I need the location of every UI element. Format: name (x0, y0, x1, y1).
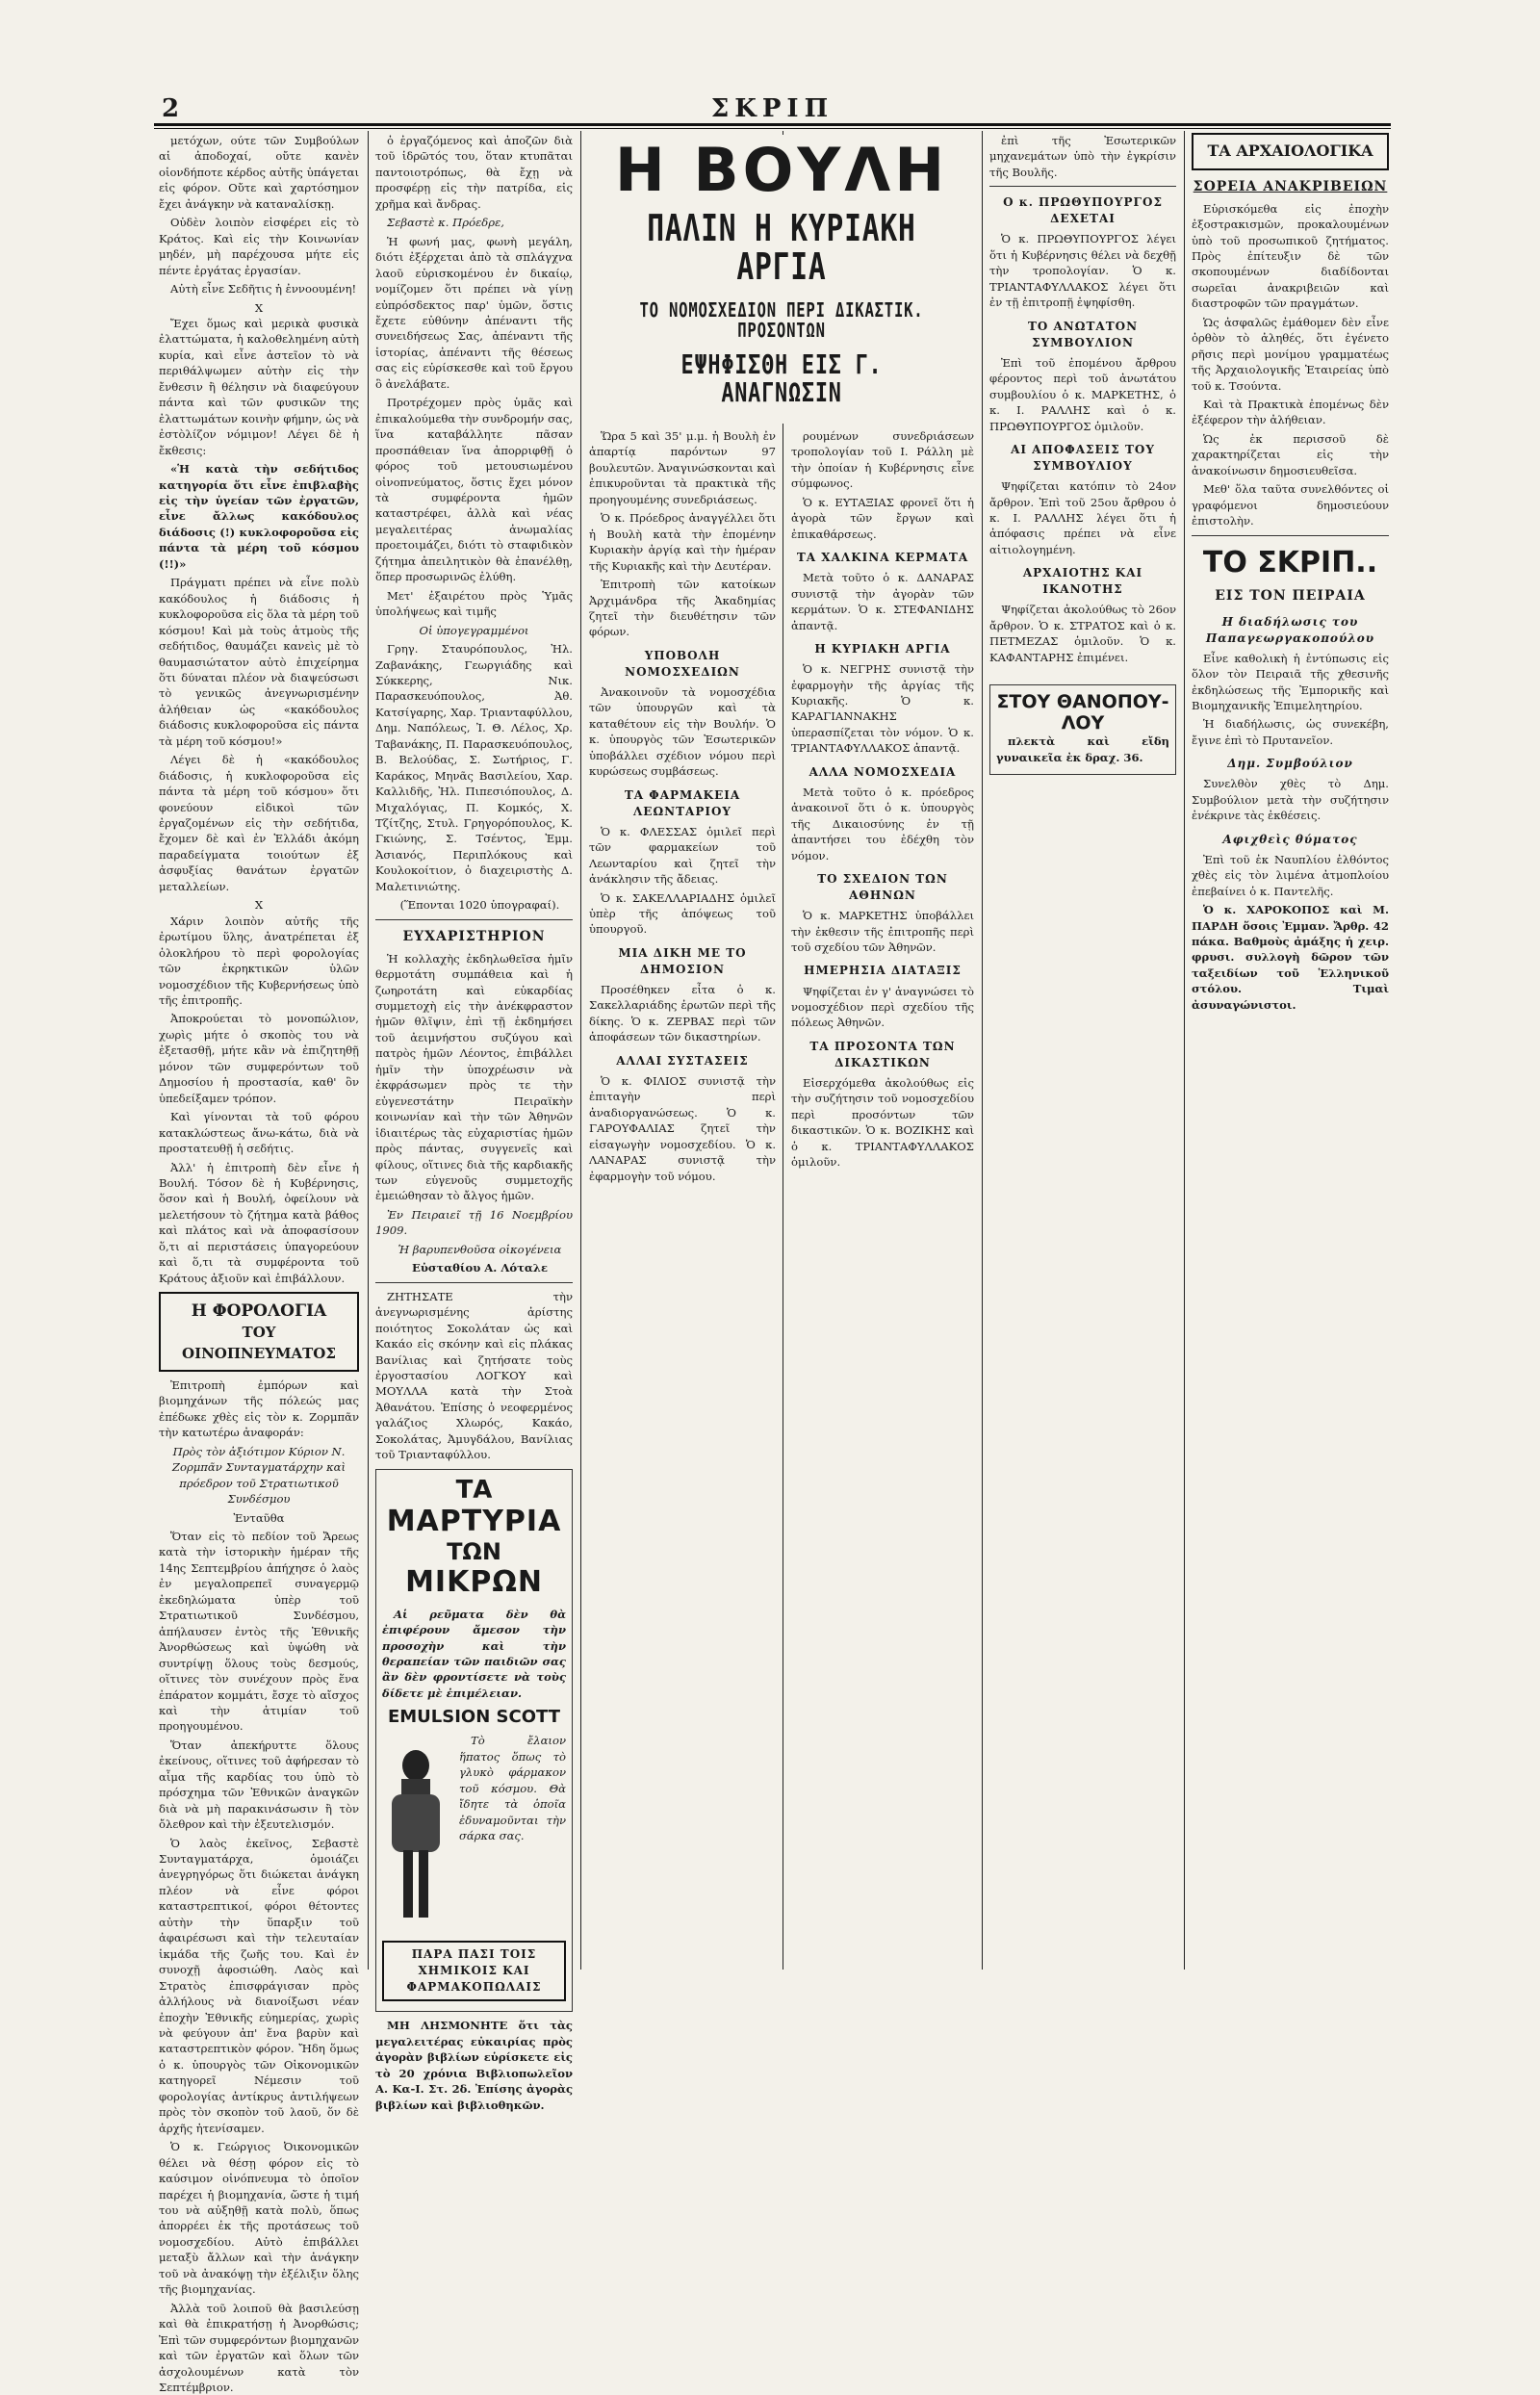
paragraph: Ἀποκρούεται τὸ μονοπώλιον, χωρὶς μήτε ὁ σκοπὸς του νὰ ἐξετασθῇ, μήτε κἂν νὰ ἐπιζητηθῇ μόνον τῶν συμφερόντων τοῦ Δημοσίου ἡ προστασία, καθ' ὃν ὑπεδείξαμεν τρόπον. (159, 1012, 359, 1105)
paragraph: Μεθ' ὅλα ταῦτα συνελθόντες οἱ γραφόμενοι δημοσιεύουν ἐπιστολὴν. (1192, 482, 1389, 528)
paragraph: Ἐνταῦθα (233, 1510, 285, 1525)
column-6 (1192, 133, 1389, 1967)
ad-text: πλεκτὰ καὶ εἴδη γυναικεῖα ἐκ δραχ. 36. (996, 734, 1169, 764)
column-divider (368, 131, 369, 1970)
divider (375, 919, 573, 920)
section-subheading: ΣΟΡΕΙΑ ΑΝΑΚΡΙΒΕΙΩΝ (1193, 178, 1388, 194)
headline-block (589, 135, 974, 424)
divider (1192, 535, 1389, 536)
divider (989, 186, 1176, 187)
header-rule-bottom (154, 128, 1391, 129)
paragraph: Ὁ κ. ΦΛΕΣΣΑΣ ὁμιλεῖ περὶ τῶν φαρμακείων τοῦ Λεωνταρίου καὶ ζητεῖ τὴν ἀνάκλησιν τῆς ἄδειας. (589, 824, 776, 887)
paragraph: Ἡ διαδήλωσις, ὡς συνεκέβη, ἔγινε ἐπὶ τὸ Πρυτανεῖον. (1192, 717, 1389, 747)
paragraph: Ἡ βαρυπενθοῦσα οἰκογένεια (398, 1242, 562, 1256)
section-heading: ΜΙΑ ΔΙΚΗ ΜΕ ΤΟ ΔΗΜΟΣΙΟΝ (618, 945, 747, 976)
paragraph: Ὁ κ. ΜΑΡΚΕΤΗΣ ὑποβάλλει τὴν ἐκθεσιν τῆς ἐπιτροπῆς περὶ τοῦ σχεδίου τῶν Ἀθηνῶν. (791, 909, 974, 955)
paragraph: Ὁ κ. ΦΙΛΙΟΣ συνιστᾷ τὴν ἐπιταγὴν περὶ ἀναδιοργανώσεως. Ὁ κ. ΓΑΡΟΥΦΑΛΙΑΣ ζητεῖ τὴν εἰσαγωγὴν νομοσχεδίου. Ὁ κ. ΛΑΝΑΡΑΣ συνιστᾷ τὴν ἐφαρμογὴν τοῦ νόμου. (589, 1073, 776, 1183)
column-divider (1184, 131, 1185, 1970)
section-heading: ΤΟ ΣΚΡΙΠ.. (1202, 545, 1378, 579)
section-subheading: Αφιχθεὶς θύματος (1222, 832, 1358, 846)
paragraph: Προσέθηκεν εἶτα ὁ κ. Σακελλαριάδης ἐρωτῶν περὶ τῆς δίκης. Ὁ κ. ΖΕΡΒΑΣ περὶ τῶν ἀποφάσεων τῶν δικαστηρίων. (589, 982, 776, 1044)
header-rule-top (154, 123, 1391, 126)
paragraph: Εἰσερχόμεθα ἀκολούθως εἰς τὴν συζήτησιν τοῦ νομοσχεδίου περὶ προσόντων τῶν δικαστικῶν. Ὁ κ. ΒΟΖΙΚΗΣ καὶ ὁ κ. ΤΡΙΑΝΤΑΦΥΛΛΑΚΟΣ ὁμιλοῦν. (791, 1075, 974, 1170)
fisherman-illustration (382, 1737, 449, 1929)
paragraph: Ἡ φωνή μας, φωνὴ μεγάλη, διότι ἐξέρχεται ἀπὸ τὰ σπλάγχνα λαοῦ εὑρισκομένου ἐν δικαίῳ, νομίζομεν ὅτι πρέπει νὰ γίνῃ εὐπρόσδεκτος παρ' ὑμῶν, ὅστις ἔχετε εὐθύνην ἀπέναντι τῆς συνειδήσεως Σας, ἀπέναντι τῆς ἱστορίας, ἀπέναντι τῆς θέσεως σας εἰς εὐρίσκεσθε καὶ τοῦ ἔργου ὃ ἀνελάβατε. (375, 234, 573, 391)
paragraph: (Ἕπονται 1020 ὑπογραφαί). (399, 898, 560, 913)
ad-title: ΣΤΟΥ ΘΑΝΟΠΟΥ- (996, 691, 1169, 713)
paragraph: Ἔχει ὅμως καὶ μερικὰ φυσικὰ ἐλαττώματα, ἡ καλοθελημένη αὐτὴ κυρία, καὶ εἶνε ἀστεῖον τὸ νὰ περιθάλψωμεν αὐτὴν εἰς τὴν ἔνθεσιν ἢ θέλησιν νὰ διαφεύγουν πάντα καὶ τῶν φυσικῶν της ἐλαττωμάτων κοινὴν φήμην, ὡς νὰ ἐστὸλίζον νόμιμον! Λέγει δὲ ἡ ἔκθεσις: (159, 316, 359, 457)
advertisement-text: ΖΗΤΗΣΑΤΕ τὴν ἀνεγνωρισμένης ἀρίστης ποιότητος Σοκολάταν ὡς καὶ Κακάο εἰς σκόνην καὶ εἰς πλάκας Βανίλιας καὶ ζητήσατε τοὺς ἐργοστασίου ΛΟΓΚΟΥ καὶ ΜΟΥΛΛΑ κατὰ τὴν Στοὰ Ἀθανάτου. Ἐπίσης ὁ νεοφερμένος γαλάζιος Χλωρός, Κακάο, Σοκολάτας, Ἀμυγδάλου, Βανίλιας τοῦ Τριανταφύλλου. (375, 1289, 573, 1462)
paragraph: Ὁ λαὸς ἐκεῖνος, Σεβαστὲ Συνταγματάρχα, ὁμοιάζει ἀνεγρηγόρως ὅτι διώκεται ἀνάγκη πλέον νὰ εἶνε φόροι καταστρεπτικοί, φόροι θέτοντες αὐτὴν τὴν ὕπαρξιν τοῦ ἀφαιρέσωσι καὶ τὴν τελευταίαν ἰκμάδα τῆς ζωῆς του. Καὶ ἐν συνοχῇ ἀφοσιώθη. Λαὸς καὶ Στρατὸς ἐπισφράγισαν πρὸς ἀλλήλους νὰ διανοίξωσι νέαν ἐποχὴν Ἐθνικῆς εὐημερίας, χωρὶς νὰ φεύγουν ἀπ' ἔνα βαρὺν καὶ καταστρεπτικὸν φόρον. Ἤδη ὅμως ὁ κ. ὑπουργὸς τῶν Οἰκονομικῶν κατηγορεῖ Νέμεσιν τοῦ φορολογίας ἀντίκρυς ἀντιλήψεων πρὸς τὸν σκοπὸν τοῦ λαοῦ, ὅν δὲ ἀρχῆς ἠτενίσαμεν. (159, 1836, 359, 2135)
section-heading: ΥΠΟΒΟΛΗ ΝΟΜΟΣΧΕΔΙΩΝ (625, 648, 740, 679)
paragraph: Μετ' ἐξαιρέτου πρὸς Ὑμᾶς ὑπολήψεως καὶ τιμῆς (375, 588, 573, 619)
paragraph: Οὐδὲν λοιπὸν εἰσφέρει εἰς τὸ Κράτος. Καὶ εἰς τὴν Κοινωνίαν μηδέν, μὴ παρέχουσα μήτε εἰς πέντε ἐργάτας ἐργασίαν. (159, 216, 359, 277)
column-divider (580, 131, 581, 1970)
paragraph: Ὡς ἐκ περισσοῦ δὲ χαρακτηρίζεται εἰς τὴν ἀνακοίνωσιν δημοσιευθεῖσα. (1192, 431, 1389, 477)
section-heading-box (159, 1292, 359, 1372)
column-2 (375, 133, 573, 2112)
column-3-body (589, 428, 776, 1969)
section-heading: ΤΟ ΑΝΩΤΑΤΟΝ ΣΥΜΒΟΥΛΙΟΝ (1027, 319, 1139, 349)
ad-title: ΤΩΝ (447, 1537, 501, 1565)
ad-title: ΤΑ (455, 1475, 493, 1505)
section-heading: ΤΑ ΑΡΧΑΙΟΛΟΓΙΚΑ (1207, 142, 1373, 160)
paragraph: Ὁ κ. ΕΥΤΑΞΙΑΣ φρονεῖ ὅτι ἡ ἀγορὰ τῶν ἔργων καὶ ἐπικαθάρσεως. (791, 495, 974, 541)
paragraph: Ὁ κ. ΣΑΚΕΛΛΑΡΙΑΔΗΣ ὁμιλεῖ ὑπὲρ τῆς ἀπόψεως τοῦ ὑπουργοῦ. (589, 890, 776, 937)
paragraph: Ὁ κ. ΧΑΡΟΚΟΠΟΣ καὶ Μ. ΠΑΡΔΗ ὅσοις Ἐμμαν. Ἄρθρ. 42 πάκα. Βαθμοὺς ἀμάξης ἡ χειρ. φρυσι. συλλογὴ δῶρον τῶν ταξειδίων τοῦ Ἑλληνικοῦ στόλου. Τιμαὶ ἀσυναγώνιστοι. (1192, 903, 1389, 1012)
headline-sub: ΤΟ ΝΟΜΟΣΧΕΔΙΟΝ ΠΕΡΙ ΔΙΚΑΣΤΙΚ. ΠΡΟΣΟΝΤΩΝ (639, 297, 924, 342)
ad-title: ΛΟΥ (1061, 712, 1105, 734)
paragraph: ρουμένων συνεδριάσεων τροπολογίαν τοῦ Ι. Ράλλη μὲ τὴν ὁποίαν ἡ Κυβέρνησις εἶνε σύμφωνος. (791, 429, 974, 491)
paragraph: μετόχων, ούτε τῶν Συμβούλων αἱ ἀποδοχαί, οὔτε κανὲν οἱονδήποτε κέρδος αὐτῆς ὑπάγεται εἰς φόρον. Οὔτε καὶ χαρτόσημον ἔχει ἀνάγκην νὰ καταναλίσκῃ. (159, 134, 359, 211)
section-heading: ΑΛΛΑ ΝΟΜΟΣΧΕΔΙΑ (808, 764, 957, 779)
paragraph: Ἀλλὰ τοῦ λοιποῦ θὰ βασιλεύσῃ καὶ θὰ ἐπικρατήσῃ ἡ Ἀνορθώσις; Ἐπὶ τῶν συμφερόντων βιομηχανῶν καὶ τῶν ἐργατῶν καὶ ὅλων τῶν ἀσχολουμένων κατὰ τὸν Σεπτέμβριον. (159, 2301, 359, 2394)
paragraph: Ἐπιτροπὴ τῶν κατοίκων Ἀρχιμάνδρα τῆς Ἀκαδημίας ζητεῖ τὴν διευθέτησιν τῶν φόρων. (589, 578, 776, 639)
headline-sub: ΠΑΛΙΝ Η ΚΥΡΙΑΚΗ ΑΡΓΙΑ (647, 207, 916, 288)
paragraph: Μετὰ τοῦτο ὁ κ. ΔΑΝΑΡΑΣ συνιστᾷ τὴν ἀγορὰν τῶν κερμάτων. Ὁ κ. ΣΤΕΦΑΝΙΔΗΣ ἀπαντᾷ. (791, 571, 974, 632)
section-heading: ΕΥΧΑΡΙΣΤΗΡΙΟΝ (402, 928, 546, 944)
paragraph: Προτρέχομεν πρὸς ὑμᾶς καὶ ἐπικαλούμεθα τὴν συνδρομήν σας, ἵνα καταβάλλητε πᾶσαν προσπάθειαν ἵνα ἀπορριφθῇ ὁ φόρος τοῦ μετουσιωμένου οἰνοπνεύματος, ὅστις ἔχει μόνον τὰ συμφέροντα ἡμῶν καταστρέφει, ἀλλὰ καὶ νέας μεγαλειτέρας ἀνωμαλίας προετοιμάζει, διότι τὸ σταφιδικὸν ζήτημα ἀπειλητικὸν θὰ ἐπανέλθῃ, ὅπερ προσωρινῶς ἐλύθη. (375, 396, 573, 584)
paragraph: Ὁ κ. ΠΡΩΘΥΠΟΥΡΓΟΣ λέγει ὅτι ἡ Κυβέρνησις θέλει νὰ δεχθῇ τὴν τροπολογίαν. Ὁ κ. ΤΡΙΑΝΤΑΦΥΛΛΑΚΟΣ λέγει ὅτι ἐν τῇ ἐπιτροπῇ ἐψηφίσθη. (989, 232, 1176, 310)
paragraph: Ψηφίζεται κατόπιν τὸ 24ον ἄρθρον. Ἐπὶ τοῦ 25ου ἄρθρου ὁ κ. Ι. ΡΑΛΛΗΣ λέγει ὅτι ἡ ἀπόφασις πρέπει νὰ εἶνε αἰτιολογημένη. (989, 479, 1176, 556)
paragraph: Ὅταν εἰς τὸ πεδίον τοῦ Ἄρεως κατὰ τὴν ἱστορικὴν ἡμέραν τῆς 14ης Σεπτεμβρίου ἀπήχησε ὁ λαὸς ἐν μεγαλοπρεπεῖ συναγερμῷ ἐκεδηλώματα ὑπὲρ τοῦ Στρατιωτικοῦ Συνδέσμου, ἀπήλαυσεν ἐντὸς τῆς Ἐθνικῆς Ἀνορθώσεως καὶ ὑψώθη νὰ συντρίψῃ ὅλους τοὺς δεσμούς, οἵτινες τὸν συνέχουν πρὸς ἕνα ἐπάρατον κομμάτι, ἔσχε τὸ αἴσχος καὶ τὴν ἀτιμίαν τοῦ προηγουμένου. (159, 1529, 359, 1734)
paragraph: Ἀλλ' ἡ ἐπιτροπὴ δὲν εἶνε ἡ Βουλή. Τόσον δὲ ἡ Κυβέρνησις, ὅσον καὶ ἡ Βουλή, ὀφείλουν νὰ μελετήσουν τὸ ζήτημα κατὰ βάθος καὶ πλάτος καὶ νὰ ἀποφασίσουν ὅ,τι αἱ περιστάσεις ὑπαγορεύουν καὶ ὅ,τι τὰ συμφέροντα τοῦ Κράτους ἀξιοῦν καὶ ἐπιβάλλουν. (159, 1160, 359, 1285)
section-heading: Ο κ. ΠΡΩΘΥΠΟΥΡΓΟΣ ΔΕΧΕΤΑΙ (1003, 195, 1163, 226)
section-heading: ΗΜΕΡΗΣΙΑ ΔΙΑΤΑΞΙΣ (804, 964, 962, 978)
section-heading: ΑΛΛΑΙ ΣΥΣΤΑΣΕΙΣ (616, 1053, 749, 1068)
paragraph: Ἐπιτροπὴ ἐμπόρων καὶ βιομηχάνων τῆς πόλεώς μας ἐπέδωκε χθὲς εἰς τὸν κ. Ζορμπᾶν τὴν κατωτέρω ἀναφοράν: (159, 1378, 359, 1440)
section-subheading: Η διαδήλωσις του Παπαγεωργακοπούλου (1205, 614, 1375, 645)
scott-emulsion-ad (375, 1469, 573, 2013)
paragraph: Ἀνακοινοῦν τὰ νομοσχέδια τῶν ὑπουργῶν καὶ τὰ καταθέτουν εἰς τὴν Βουλήν. Ὁ κ. ὑπουργὸς τῶν Ἐσωτερικῶν ὑποβάλλει σχέδιον νόμου περὶ κυρώσεως συμβάσεως. (589, 684, 776, 779)
paragraph: Ἡ κολλαχὴς ἐκδηλωθεῖσα ἡμῖν θερμοτάτη συμπάθεια καὶ ἡ ζωηροτάτη καὶ εὐκαρδίας συμμετοχὴ εἰς τὴν ἀνέκφραστον ἡμῶν θλῖψιν, ἐπὶ τῇ ἐκδημήσει τοῦ ἀειμνήστου συζύγου καὶ πατρὸς ἡμῶν Λέοντος, ἐπιβάλλει ἡμῖν τὴν ὑποχρέωσιν νὰ ἐκφράσωμεν πρὸς τε τὴν εὐγενεστάτην Πειραϊκὴν κοινωνίαν καὶ τὴν τῶν Ἀθηνῶν ἰδιαιτέρως τὰς εὐχαριστίας ἡμῶν πρὸς πάντας, συγγενεῖς καὶ φίλους, οἵτινες διὰ τῆς καρδιακῆς των εὐγενοῦς συμμετοχῆς ἐμειώθησαν τὸ ἄλγος ἡμῶν. (375, 951, 573, 1203)
ad-text: Τὸ ἔλαιον ἥπατος ὅπως τὸ γλυκὸ φάρμακον τοῦ κόσμου. Θὰ ἴδητε τὰ ὁποῖα ἐδυναμοῦνται τὴν σάρκα σας. (459, 1734, 566, 1843)
paragraph: Πρὸς τὸν ἀξιότιμον Κύριον Ν. Ζορμπᾶν Συνταγματάρχην καὶ πρόεδρον τοῦ Στρατιωτικοῦ Συνδέσμου (171, 1444, 346, 1507)
ad-text: Αἱ ρεῦματα δὲν θὰ ἐπιφέρουν ἄμεσον τὴν προσοχὴν καὶ τὴν θεραπείαν τῶν παιδιῶν σας ἂν δὲν φροντίσετε νὰ τοὺς δίδετε μὲ ἐπιμέλειαν. (382, 1607, 566, 1700)
section-heading: Η ΦΟΡΟΛΟΓΙΑ (191, 1301, 327, 1322)
page-header (154, 94, 1391, 121)
section-subheading: Δημ. Συμβούλιον (1227, 757, 1353, 771)
paragraph: Καὶ γίνονται τὰ τοῦ φόρου κατακλώστεως ἄνω-κάτω, διὰ νὰ προστατευθῇ ἡ σεδήτις. (159, 1110, 359, 1156)
divider (375, 1282, 573, 1283)
paragraph: Εἶνε καθολικὴ ἡ ἐντύπωσις εἰς ὅλον τὸν Πειραιᾶ τῆς χθεσινῆς ἐκδηλώσεως τῆς Ἐμπορικῆς καὶ Βιομηχανικῆς Ἐπιμελητηρίου. (1192, 651, 1389, 712)
section-heading: ΑΡΧΑΙΟΤΗΣ ΚΑΙ ΙΚΑΝΟΤΗΣ (1022, 566, 1143, 597)
paragraph: Γρηγ. Σταυρόπουλος, Ἠλ. Ζαβανάκης, Γεωργιάδης καὶ Σύκκερης, Νικ. Παρασκευόπουλος, Ἀθ. Κατσίγαρης, Χαρ. Τριανταφύλλου, Δημ. Ναπόλεως, Ἰ. Θ. Λέλος, Χρ. Ταβανάκης, Π. Παρασκευόπουλος, Β. Βελούδας, Σ. Σωτήριος, Γ. Καράκος, Μηνᾶς Βασιλείου, Χαρ. Καλλιδῆς, Ἠλ. Πιπεσιόπουλος, Δ. Μιχαλόγιας, Π. Κομκός, Χ. Τζίτζης, Στυλ. Γρηγορόπουλος, Κ. Γκιώνης, Σ. Τσέντος, Ἐμμ. Ἀσιανός, Περιπλόκους καὶ Κουλοκοίτιον, ὁ διαχειριστὴς Δ. Μαλετινιώτης. (375, 642, 573, 893)
advertisement-text: ΜΗ ΛΗΣΜΟΝΗΤΕ ὅτι τὰς μεγαλειτέρας εὐκαιρίας πρὸς ἀγορὰν βιβλίων εὑρίσκετε εἰς τὸ 20 χρόνια Βιβλιοπωλεῖον Α. Κα-Ι. Στ. 2δ. Ἐπίσης ἀγορὰς βιβλίων καὶ βιβλιοθηκῶν. (375, 2019, 573, 2112)
paragraph: Λέγει δὲ ἡ «κακόδουλος διάδοσις, ἡ κυκλοφοροῦσα εἰς πάντα τὰ μέρη τοῦ κόσμου» ὅτι φονεύουν εἰδικοὶ τῶν ἐργαζομένων εἰς τὴν σεδήτιδα, ἔχομεν δὲ καὶ ἐν Ἑλλάδι ἀκόμη παραδείγματα τοιούτων ἐξ ἀσφυξίας θανάτων ἐργατῶν μεταλλείων. (159, 753, 359, 893)
ad-title: ΜΑΡΤΥΡΙΑ (386, 1504, 562, 1538)
page-number: 2 (162, 94, 180, 123)
paragraph: Καὶ τὰ Πρακτικὰ ἐπομένως δὲν ἐξέφερον τὴν ἀλήθειαν. (1192, 398, 1389, 427)
paragraph: Ψηφίζεται ἐν γ' ἀναγνώσει τὸ νομοσχέδιον περὶ σχεδίου τῆς πόλεως Ἀθηνῶν. (791, 984, 974, 1030)
section-heading: Η ΚΥΡΙΑΚΗ ΑΡΓΙΑ (814, 642, 951, 657)
paragraph: Ὁ κ. ΝΕΓΡΗΣ συνιστᾷ τὴν ἐφαρμογὴν τῆς ἀργίας τῆς Κυριακῆς. Ὁ κ. ΚΑΡΑΓΙΑΝΝΑΚΗΣ ὑπερασπίζεται τὸν νόμον. Ὁ κ. ΤΡΙΑΝΤΑΦΥΛΛΑΚΟΣ ἀπαντᾷ. (791, 662, 974, 756)
thanopoulou-ad (989, 684, 1176, 775)
paragraph: Ἐπὶ τοῦ ἐπομένου ἄρθρου φέροντος περὶ τοῦ ἀνωτάτου συμβουλίου ὁ κ. ΜΑΡΚΕΤΗΣ, ὁ κ. Ι. ΡΑΛΛΗΣ καὶ ὁ κ. ΠΡΩΘΥΠΟΥΡΓΟΣ ὁμιλοῦν. (989, 355, 1176, 433)
paragraph: Ψηφίζεται ἀκολούθως τὸ 26ον ἄρθρον. Ὁ κ. ΣΤΡΑΤΟΣ καὶ ὁ κ. ΠΕΤΜΕΖΑΣ ὁμιλοῦν. Ὁ κ. ΚΑΦΑΝΤΑΡΗΣ ἐπιμένει. (989, 603, 1176, 664)
headline-main: Η ΒΟΥΛΗ (614, 135, 949, 205)
paragraph: ὁ ἐργαζόμενος καὶ ἀποζῶν διὰ τοῦ ἱδρῶτός του, ὅταν κτυπᾶται παντοιοτρόπως, θὰ ἔχῃ νὰ προσφέρῃ εἰς τὴν πατρίδα, εἰς χρῆμα καὶ ἄνδρας. (375, 134, 573, 211)
paragraph: Οἱ ὑπογεγραμμένοι (419, 623, 529, 637)
section-heading: ΑΙ ΑΠΟΦΑΣΕΙΣ ΤΟΥ ΣΥΜΒΟΥΛΙΟΥ (1011, 443, 1155, 474)
paragraph: Ὅταν ἀπεκήρυττε ὅλους ἐκείνους, οἵτινες τοῦ ἀφήρεσαν τὸ αἷμα τῆς καρδίας του ὑπὸ τὸ πρόσχημα τῶν Ἐθνικῶν ἀναγκῶν διὰ νὰ μὴ παρακινάσωσιν ἢ τὸν ὄλεθρον καὶ τὴν ἐξευτελισμόν. (159, 1738, 359, 1832)
section-heading-box (1192, 133, 1389, 170)
paragraph: Ἐπὶ τοῦ ἐκ Ναυπλίου ἐλθόντος χθὲς εἰς τὸν λιμένα ἀτμοπλοίου ἐπεβαίνει ὁ κ. Παντελῆς. (1192, 852, 1389, 898)
column-1 (159, 133, 359, 2394)
paragraph: Μετὰ τοῦτο ὁ κ. πρόεδρος ἀνακοινοῖ ὅτι ὁ κ. ὑπουργὸς τῆς Δικαιοσύνης ἐν τῇ ἀπαντήσει του ἐδέχθη τὸν νόμον. (791, 785, 974, 863)
separator-mark: Χ (254, 300, 264, 315)
section-heading: ΤΑ ΠΡΟΣΟΝΤΑ ΤΩΝ ΔΙΚΑΣΤΙΚΩΝ (809, 1039, 956, 1069)
paragraph: Εὐσταθίου Α. Λόταλε (411, 1261, 548, 1275)
ad-title: ΜΙΚΡΩΝ (405, 1564, 543, 1599)
ad-footer: ΠΑΡΑ ΠΑΣΙ ΤΟΙΣ ΧΗΜΙΚΟΙΣ ΚΑΙ ΦΑΡΜΑΚΟΠΩΛΑΙΣ (382, 1941, 566, 2001)
paragraph: Χάριν λοιπὸν αὐτῆς τῆς ἐρωτίμου ὕλης, ἀνατρέπεται ἐξ ὁλοκλήρου τὸ περὶ φορολογίας τῶν ἐκρηκτικῶν ὑλῶν νομοσχέδιον τῆς Κυβερνήσεως ὑπὸ τῆς ἐπιτροπῆς. (159, 914, 359, 1008)
paragraph: Πράγματι πρέπει νὰ εἶνε πολὺ κακόδουλος ἡ διάδοσις ἡ κυκλοφοροῦσα εἰς ὅλα τὰ μέρη τοῦ κόσμου! Καὶ μὰ τοὺς ἀτμοὺς τῆς σεδήτιδος, θαυμάζει κανεὶς μὲ τὸ θαυμασιώτατον αὐτὸ ἐπιχείρημα ὅτι δύναται πλέον νὰ διαψεύσωσι τὸ γενικῶς ἀνεγνωρισμένην ἀλήθειαν ὡς «κακόδουλος διάδοσις κυκλοφοροῦσα εἰς πάντα τὰ μέρη τοῦ κόσμου!» (159, 576, 359, 748)
section-heading: ΤΟ ΣΧΕΔΙΟΝ ΤΩΝ ΑΘΗΝΩΝ (817, 872, 948, 903)
paragraph: Αὐτὴ εἶνε Σεδῆτις ἡ ἐννοουμένη! (170, 282, 357, 296)
paragraph: Σεβαστὲ κ. Πρόεδρε, (387, 216, 504, 230)
paragraph: Ὥρα 5 καὶ 35' μ.μ. ἡ Βουλὴ ἐν ἀπαρτίᾳ παρόντων 97 βουλευτῶν. Ἀναγινώσκονται καὶ ἐπικυροῦνται τὰ πρακτικὰ τῆς προηγουμένης συνεδριάσεως. (589, 429, 776, 506)
paragraph: Ὁ κ. Γεώργιος Ὀικονομικῶν θέλει νὰ θέσῃ φόρον εἰς τὸ καύσιμον οἰνόπνευμα τὸ ὁποῖον παρέχει ἡ βιομηχανία, ὥστε ἡ τιμή του νὰ αὐξηθῇ κατὰ πολὺ, ὅπως ἀπορρέει ἐκ τῆς προτάσεως τοῦ νομοσχεδίου. Αὐτὸ ἐπιβάλλει μεταξὺ ἄλλων καὶ τὴν ἀνάγκην τοῦ νὰ ἀνακόψῃ τὴν ἐξέλιξιν ὅλης τῆς βιομηχανίας. (159, 2140, 359, 2297)
paragraph: Εὑρισκόμεθα εἰς ἐποχὴν ἐξοστρακισμῶν, προκαλουμένων ὑπὸ τοῦ προσωπικοῦ ζητήματος. Πρὸς ἐπίτευξιν δὲ τῶν σκοπουμένων διαδίδονται σωρεῖαι ἀνακριβειῶν καὶ διαστροφῶν τῶν πραγμάτων. (1192, 201, 1389, 311)
paragraph: Συνελθὸν χθὲς τὸ Δημ. Συμβούλιον μετὰ τὴν συζήτησιν ἐνέκρινε τὰς ἐκθέσεις. (1192, 777, 1389, 823)
section-heading: ΤΑ ΦΑΡΜΑΚΕΙΑ ΛΕΩΝΤΑΡΙΟΥ (624, 787, 741, 818)
column-divider (982, 131, 983, 1970)
paragraph: Ὁ κ. Πρόεδρος ἀναγγέλλει ὅτι ἡ Βουλὴ κατὰ τὴν ἐπομένην Κυριακὴν ἀργίᾳ καὶ τὴν ἡμέραν τῆς Κυριακῆς καὶ τὴν Δευτέραν. (589, 511, 776, 573)
paragraph: ἐπὶ τῆς Ἐσωτερικῶν μηχανεμάτων ὑπὸ τὴν ἐγκρίσιν τῆς Βουλῆς. (989, 134, 1176, 179)
column-5 (989, 133, 1176, 1967)
column-4-body (791, 428, 974, 1969)
section-heading: ΤΑ ΧΑΛΚΙΝΑ ΚΕΡΜΑΤΑ (796, 551, 969, 565)
section-heading: ΤΟΥ ΟΙΝΟΠΝΕΥΜΑΤΟΣ (182, 1324, 336, 1362)
headline-sub: ΕΨΗΦΙΣΘΗ ΕΙΣ Γ. ΑΝΑΓΝΩΣΙΝ (680, 348, 883, 409)
separator-mark: Χ (254, 898, 264, 913)
paragraph: Ἐν Πειραιεῖ τῇ 16 Νοεμβρίου 1909. (375, 1207, 573, 1238)
paragraph: «Ἡ κατὰ τὴν σεδήτιδος κατηγορία ὅτι εἶνε ἐπιβλαβὴς εἰς τὴν ὑγείαν τῶν ἐργατῶν, εἶνε ἄλλως κακόδουλος διάδοσις (!) κυκλοφοροῦσα εἰς πάντα τὰ μέρη τοῦ κόσμου (!!)» (159, 462, 359, 571)
paragraph: Ὡς ἀσφαλῶς ἐμάθομεν δὲν εἶνε ὀρθὸν τὸ ἀληθές, ὅτι ἐγένετο ρῆσις περὶ μονίμου γραμματέως τῆς Ἀρχαιολογικῆς Ἑταιρείας ὑπὸ τοῦ κ. Τσούντα. (1192, 315, 1389, 393)
section-subheading: ΕΙΣ ΤΟΝ ΠΕΙΡΑΙΑ (1215, 587, 1366, 604)
masthead: ΣΚΡΙΠ (710, 94, 834, 123)
ad-brand: EMULSION SCOTT (387, 1707, 561, 1728)
